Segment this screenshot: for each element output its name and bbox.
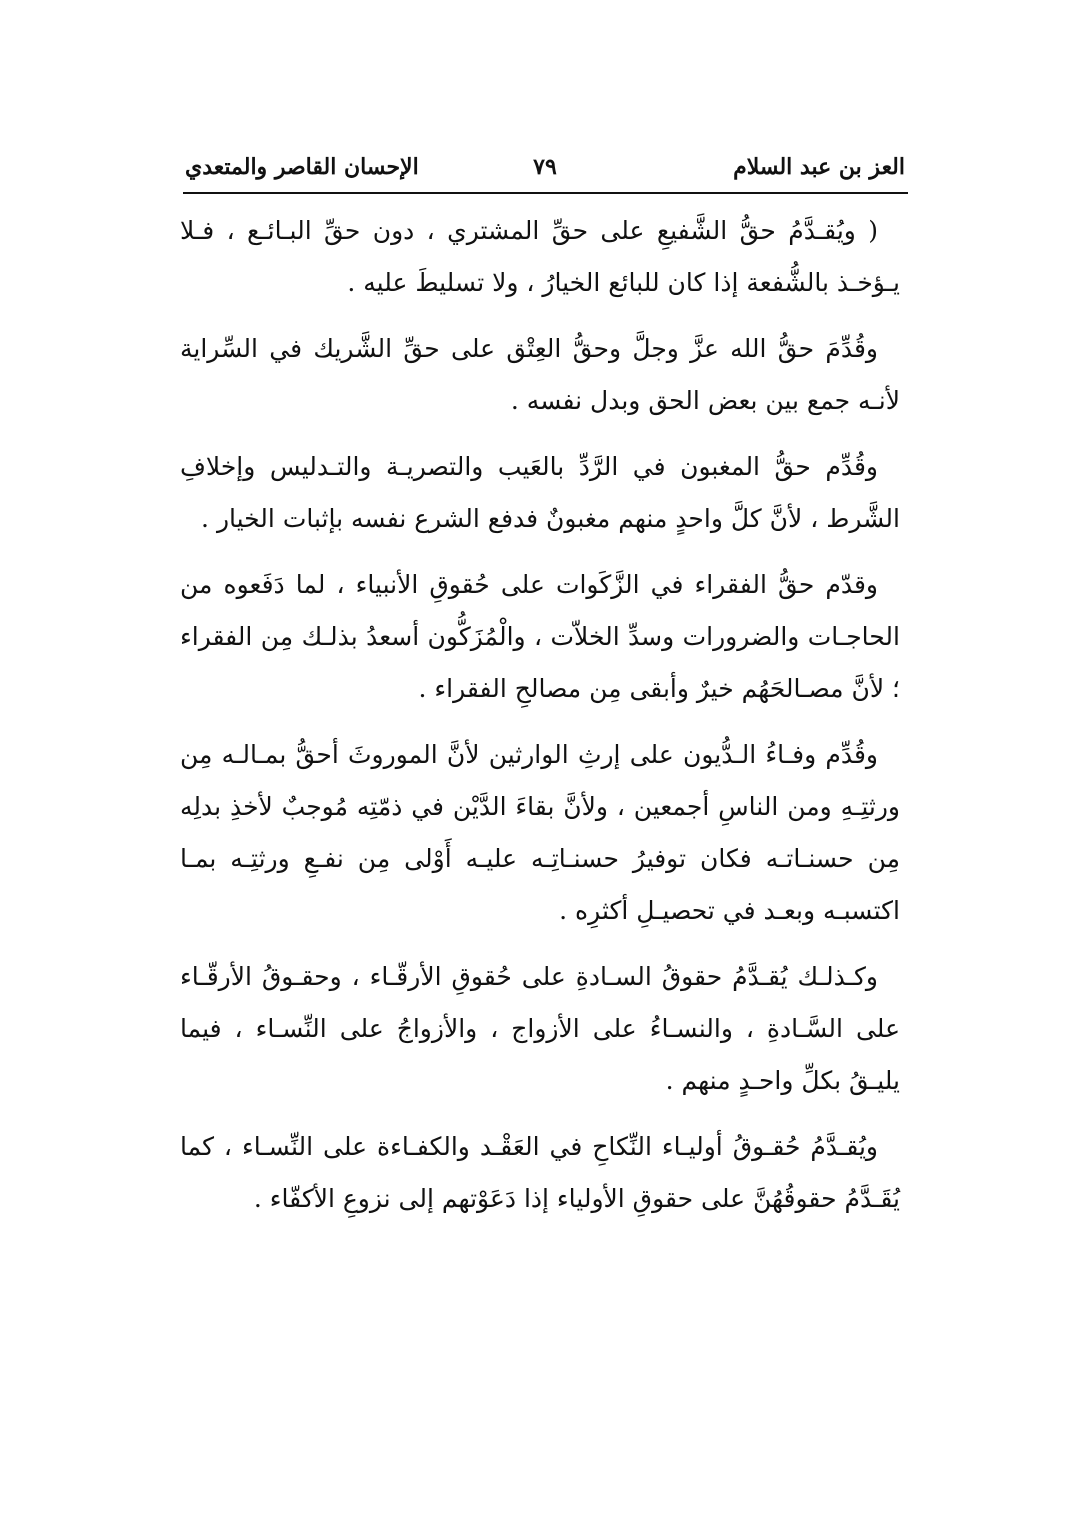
paragraph-2: وقُدِّمَ حقُّ الله عزَّ وجلَّ وحقُّ العِتْق على حقِّ الشَّريك في السِّراية لأنـه جمع بين بعض الحق وبدل نفسه . [180, 334, 900, 415]
header-rule [183, 192, 908, 194]
header-chapter-title: الإحسان القاصر والمتعدي [185, 154, 419, 180]
paragraph-4: وقدّم حقُّ الفقراء في الزَّكَوات على حُقوقِ الأنبياء ، لما دَفَعوه من الحاجـات والضرورات وسدِّ الخلاّت ، والْمُزَكُّون أسعدُ بذلـك مِن الفقراء ؛ لأنَّ مصـالحَهُم خيرٌ وأبقى مِن مصالحِ الفقراء . [180, 570, 900, 703]
paragraph-1: ( ويُقـدَّمُ حقُّ الشَّفيعِ على حقِّ المشتري ، دون حقِّ البـائـع ، فـلا يـؤخـذ بالشُّفعة إذا كان للبائع الخيارُ ، ولا تسليطَ عليه . [180, 216, 900, 297]
body-text [180, 205, 900, 1239]
paragraph-6: وكـذلـك يُقـدَّمُ حقوقُ السـادةِ على حُقوقِ الأرقّـاء ، وحقـوقُ الأرقّـاء على السَّـادةِ ، والنسـاءُ على الأزواج ، والأزواجُ على النِّسـاء ، فيما يليـقُ بكلِّ واحـدٍ منهم . [180, 962, 900, 1095]
running-header [185, 150, 905, 190]
paragraph-5: وقُدِّم وفـاءُ الـدُّيون على إرثِ الوارثين لأنَّ الموروثَ أحقُّ بمـالـه مِن ورثتِـهِ ومن الناسِ أجمعين ، ولأنَّ بقاءَ الدَّيْن في ذمّتِه مُوجبٌ لأخذِ بدلِه مِن حسنـاتـه فكان توفيرُ حسنـاتِـه عليـه أَوْلى مِن نفـعِ ورثتِـه بمـا اكتسبـه وبعـد في تحصيـلِ أكثرِه . [180, 740, 900, 925]
page-number: ٧٩ [533, 154, 557, 180]
paragraph-7: ويُقـدَّمُ حُقـوقُ أوليـاء النِّكاحِ في العَقْـد والكفـاءة على النِّسـاء ، كما يُقَـدَّمُ حقوقُهُنَّ على حقوقِ الأولياء إذا دَعَوْتهم إلى نزوعِ الأكفّاء . [180, 1132, 900, 1213]
header-author: العز بن عبد السلام [733, 154, 905, 180]
paragraph-3: وقُدِّم حقُّ المغبون في الرَّدِّ بالعَيب والتصريـة والتـدليس وإخلافِ الشَّرط ، لأنَّ كلَّ واحدٍ منهم مغبونٌ فدفع الشرع نفسه بإثبات الخيار . [180, 452, 900, 533]
